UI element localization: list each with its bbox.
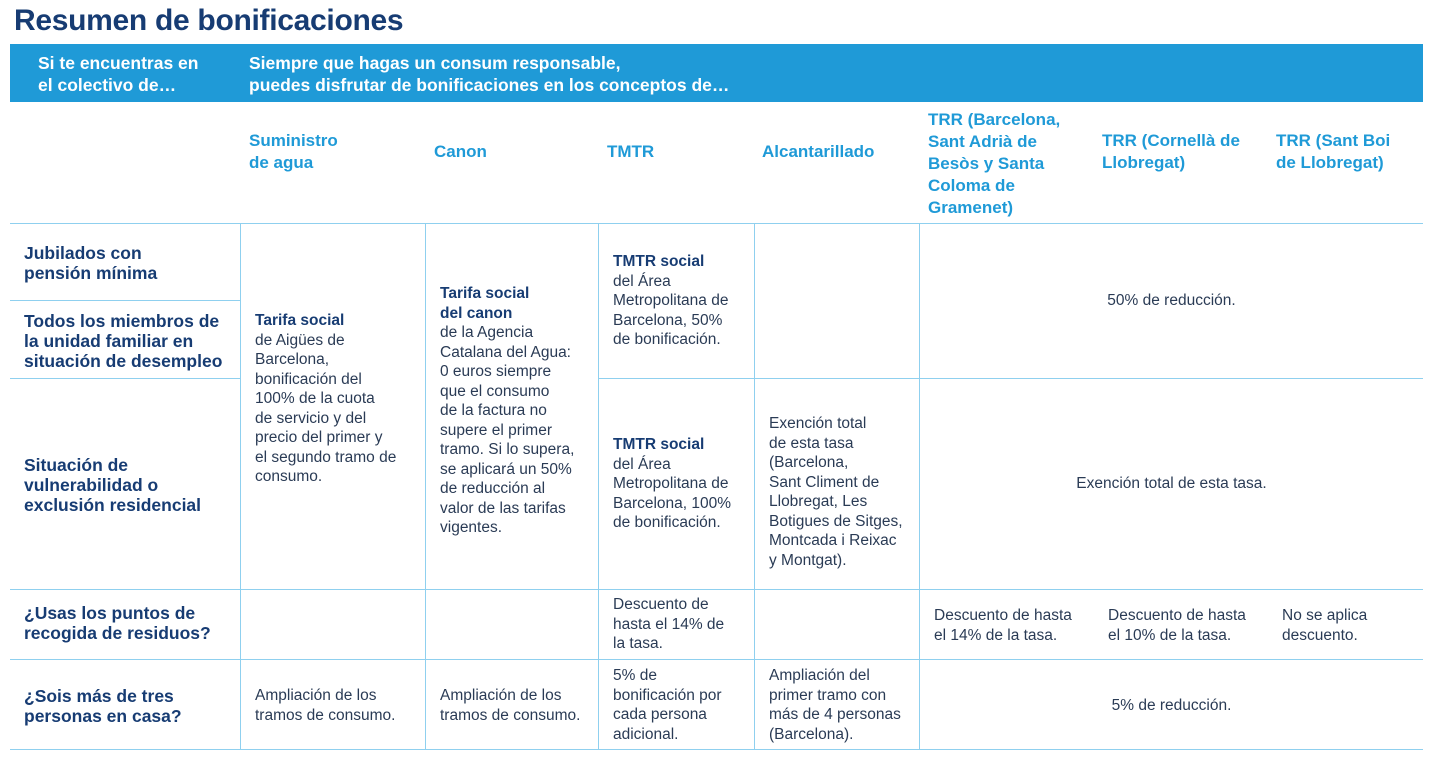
cell-line: del Área xyxy=(613,272,671,290)
band-left-line: el colectivo de… xyxy=(38,75,177,95)
row-label-line: la unidad familiar en xyxy=(24,331,194,351)
row-label-line: ¿Usas los puntos de xyxy=(24,603,196,623)
cell-line: tramos de consumo. xyxy=(440,706,581,724)
cell-line: tramos de consumo. xyxy=(255,706,396,724)
row-label-line: vulnerabilidad o xyxy=(24,475,159,495)
cell-line: de la factura no xyxy=(440,402,547,419)
row-label-line: Situación de xyxy=(24,455,129,475)
cell-line: Exención total xyxy=(769,415,867,432)
cell-line: Metropolitana de xyxy=(613,292,729,309)
grid-line xyxy=(754,223,755,749)
row-label-line: Todos los miembros de xyxy=(24,311,220,331)
cell-line: Botigues de Sitges, xyxy=(769,512,903,530)
cell-line: Ampliación de los xyxy=(440,687,562,704)
cell-canon-tarifa-social xyxy=(440,284,595,538)
cell-line: consumo. xyxy=(255,468,323,485)
column-header-line: TMTR xyxy=(607,142,655,161)
grid-line xyxy=(10,749,1423,750)
cell-trr-reduccion-50: 50% de reducción. xyxy=(1107,292,1236,309)
cell-line: 5% de xyxy=(613,667,657,684)
page-title: Resumen de bonificaciones xyxy=(14,4,404,37)
band-left-header xyxy=(38,52,198,96)
cell-line: bonificación del xyxy=(255,370,362,388)
column-header-trr-cornella xyxy=(1102,130,1272,174)
cell-line: Llobregat, Les xyxy=(769,493,868,510)
cell-line: el 10% de la tasa. xyxy=(1108,626,1232,644)
cell-line: Ampliación del xyxy=(769,667,870,684)
column-header-line: TRR (Sant Boi xyxy=(1276,131,1391,150)
column-header-line: de Llobregat) xyxy=(1276,153,1384,172)
column-header-trr-santboi xyxy=(1276,130,1426,174)
cell-line: se aplicará un 50% xyxy=(440,460,572,478)
row-label-desempleo xyxy=(24,311,239,371)
column-header-line: TRR (Barcelona, xyxy=(928,110,1061,129)
row-label-line: pensión mínima xyxy=(24,263,158,283)
column-header-line: Sant Adrià de xyxy=(928,132,1037,151)
cell-line: de bonificación. xyxy=(613,331,721,348)
cell-line: tramo. Si lo supera, xyxy=(440,441,575,458)
cell-trr-santboi-residuos xyxy=(1282,606,1422,645)
column-header-tmtr xyxy=(607,141,654,163)
column-header-line: Coloma de xyxy=(928,176,1015,195)
cell-line: No se aplica xyxy=(1282,607,1368,624)
cell-line: primer tramo con xyxy=(769,686,887,704)
column-header-line: de agua xyxy=(249,153,314,172)
row-label-residuos xyxy=(24,603,239,643)
cell-bold-line: del canon xyxy=(440,304,513,322)
cell-line: de servicio y del xyxy=(255,409,367,427)
band-right-line: Siempre que hagas un consum responsable, xyxy=(249,53,621,73)
cell-bold-line: Tarifa social xyxy=(440,285,530,302)
cell-bold-line: Tarifa social xyxy=(255,312,345,329)
cell-line: Barcelona, 100% xyxy=(613,494,732,512)
cell-line: el 14% de la tasa. xyxy=(934,626,1058,644)
grid-line xyxy=(598,223,599,749)
cell-trr-barcelona-residuos xyxy=(934,606,1104,645)
cell-line: de Aigües de xyxy=(255,331,345,349)
cell-line: más de 4 personas xyxy=(769,706,901,723)
cell-line: bonificación por xyxy=(613,686,722,704)
cell-tmtr-personas xyxy=(613,666,753,744)
cell-line: (Barcelona). xyxy=(769,725,854,743)
column-header-line: Canon xyxy=(434,142,487,161)
grid-line xyxy=(10,589,1423,590)
cell-tmtr-residuos xyxy=(613,595,753,654)
cell-line: descuento. xyxy=(1282,626,1358,644)
cell-trr-exencion: Exención total de esta tasa. xyxy=(1076,475,1267,492)
column-header-line: Gramenet) xyxy=(928,198,1014,217)
cell-line: y Montgat). xyxy=(769,551,847,569)
cell-line: de esta tasa xyxy=(769,434,854,452)
row-label-line: Jubilados con xyxy=(24,243,142,263)
row-label-line: recogida de residuos? xyxy=(24,623,211,643)
cell-line: Descuento de xyxy=(613,596,709,613)
cell-line: valor de las tarifas xyxy=(440,499,566,517)
cell-tmtr-social-50 xyxy=(613,252,753,350)
cell-suministro-tarifa-social xyxy=(255,311,420,487)
cell-line: Catalana del Agua: xyxy=(440,343,571,361)
band-right-line: puedes disfrutar de bonificaciones en los conceptos de… xyxy=(249,75,730,95)
grid-line xyxy=(598,378,1423,379)
grid-line xyxy=(10,659,1423,660)
cell-line: hasta el 14% de xyxy=(613,615,725,633)
cell-line: Metropolitana de xyxy=(613,475,729,492)
column-header-line: Besòs y Santa xyxy=(928,154,1045,173)
column-header-line: Alcantarillado xyxy=(762,142,875,161)
grid-line xyxy=(10,300,240,301)
cell-line: vigentes. xyxy=(440,519,503,536)
cell-line: supere el primer xyxy=(440,421,552,439)
column-header-canon xyxy=(434,141,487,163)
band-right-header xyxy=(249,52,729,96)
cell-line: del Área xyxy=(613,455,671,473)
cell-line: Descuento de hasta xyxy=(934,607,1072,624)
cell-line: Descuento de hasta xyxy=(1108,607,1246,624)
cell-trr-cornella-residuos xyxy=(1108,606,1278,645)
column-header-trr-barcelona xyxy=(928,109,1098,219)
cell-line: 0 euros siempre xyxy=(440,363,552,380)
cell-line: (Barcelona, xyxy=(769,454,849,471)
cell-line: cada persona xyxy=(613,706,707,723)
cell-line: Barcelona, 50% xyxy=(613,311,723,329)
band-left-line: Si te encuentras en xyxy=(38,53,199,73)
cell-line: Ampliación de los xyxy=(255,687,377,704)
column-header-line: Suministro xyxy=(249,131,338,150)
column-header-line: TRR (Cornellà de xyxy=(1102,131,1240,150)
row-label-line: situación de desempleo xyxy=(24,351,223,371)
row-label-line: ¿Sois más de tres xyxy=(24,686,174,706)
cell-line: precio del primer y xyxy=(255,429,383,446)
column-header-alcantarillado xyxy=(762,141,874,163)
cell-line: de la Agencia xyxy=(440,324,534,341)
cell-alcantarillado-exencion xyxy=(769,414,919,570)
cell-bold-line: TMTR social xyxy=(613,253,705,270)
cell-line: el segundo tramo de xyxy=(255,448,397,466)
cell-line: 100% de la cuota xyxy=(255,390,375,407)
grid-line xyxy=(425,223,426,749)
cell-line: Montcada i Reixac xyxy=(769,532,897,549)
row-label-jubilados xyxy=(24,243,239,283)
column-header-line: Llobregat) xyxy=(1102,153,1186,172)
cell-line: adicional. xyxy=(613,725,679,743)
cell-line: que el consumo xyxy=(440,382,550,400)
cell-bold-line: TMTR social xyxy=(613,436,705,453)
cell-line: la tasa. xyxy=(613,635,663,652)
cell-line: Barcelona, xyxy=(255,351,330,368)
cell-alcantarillado-personas xyxy=(769,666,919,744)
cell-line: Sant Climent de xyxy=(769,473,880,491)
row-label-vulnerabilidad xyxy=(24,455,239,515)
grid-line xyxy=(240,223,241,749)
cell-canon-personas xyxy=(440,686,598,725)
column-header-suministro xyxy=(249,130,338,174)
row-label-line: exclusión residencial xyxy=(24,495,202,515)
row-label-personas xyxy=(24,686,239,726)
cell-trr-reduccion-5: 5% de reducción. xyxy=(1111,697,1232,714)
cell-suministro-personas xyxy=(255,686,420,725)
grid-line xyxy=(10,378,240,379)
row-label-line: personas en casa? xyxy=(24,706,182,726)
cell-line: de reducción al xyxy=(440,480,546,497)
cell-tmtr-social-100 xyxy=(613,435,753,533)
grid-line xyxy=(10,223,1423,224)
cell-line: de bonificación. xyxy=(613,514,721,531)
